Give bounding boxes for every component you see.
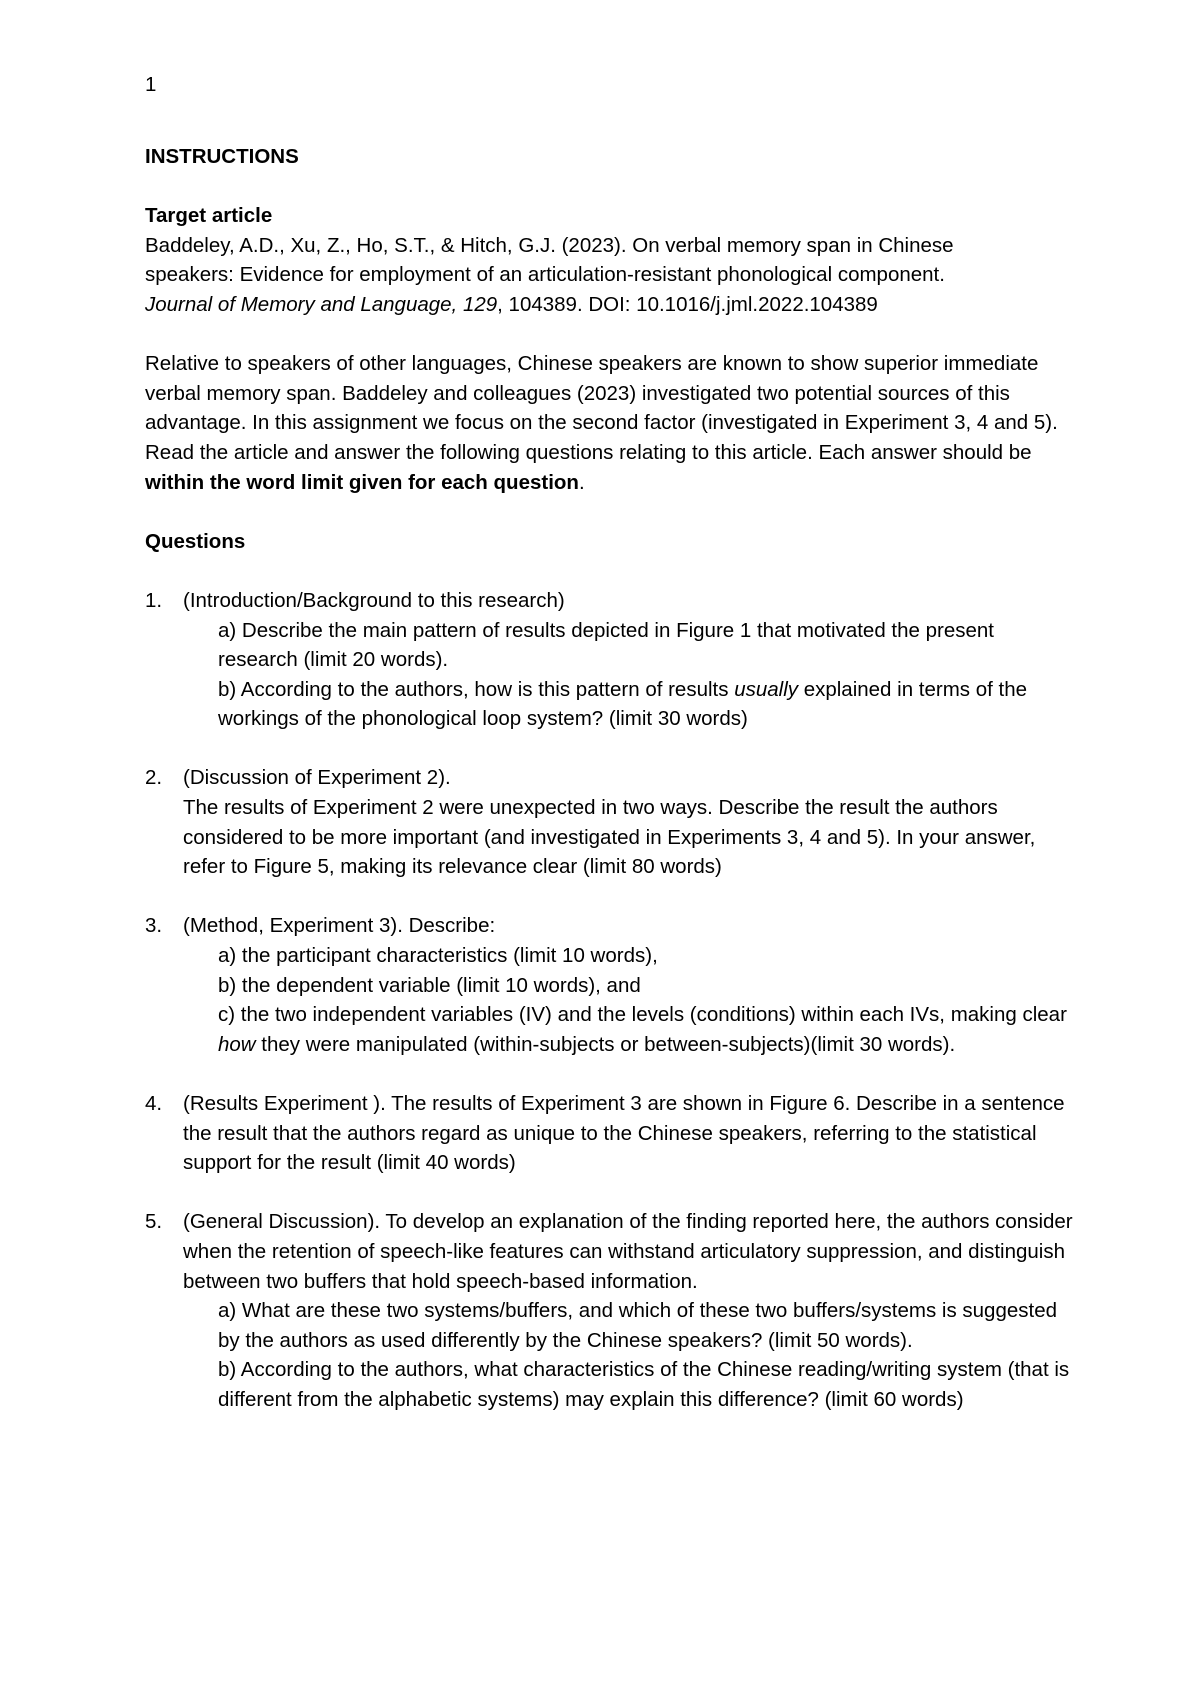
intro-text: Relative to speakers of other languages, Chinese speakers are known to show superior immediate verbal memory span. Baddeley and colleagues (2023) investigated two potential sources of this advantage. In this assignment we focus on the second factor (investigated in Experiment 3, 4 and 5). Read the article and answer the following questions relating to this article. Each answer should be xyxy=(145,352,1058,464)
document-page xyxy=(145,70,1075,1444)
question-number: 3. xyxy=(145,914,163,938)
question-part-c xyxy=(183,1000,1075,1059)
question-part-b: b) According to the authors, what characteristics of the Chinese reading/writing system (that is different from the alphabetic systems) may explain this difference? (limit 60 words) xyxy=(218,1358,1070,1411)
citation-tail: , 104389. DOI: 10.1016/j.jml.2022.104389 xyxy=(497,292,878,316)
intro-bold-text: within the word limit given for each question xyxy=(145,470,579,494)
part-b-text: b) According to the authors, how is this pattern of results xyxy=(218,677,735,701)
citation-line-1: Baddeley, A.D., Xu, Z., Ho, S.T., & Hitch, G.J. (2023). On verbal memory span in Chinese xyxy=(145,233,954,257)
intro-paragraph xyxy=(145,349,1075,497)
citation-line-2: speakers: Evidence for employment of an articulation-resistant phonological component. xyxy=(145,263,945,287)
questions-label: Questions xyxy=(145,529,246,553)
question-list xyxy=(145,586,1075,1415)
part-b-emphasis: usually xyxy=(734,677,798,701)
question-part-b xyxy=(183,675,1075,734)
question-2 xyxy=(145,763,1075,881)
journal-name: Journal of Memory and Language, 129 xyxy=(145,292,498,316)
question-number: 4. xyxy=(145,1092,163,1115)
question-3 xyxy=(145,911,1075,1059)
question-title: (Discussion of Experiment 2). xyxy=(183,766,451,790)
citation-line-3 xyxy=(145,290,1075,320)
target-article-section xyxy=(145,201,1075,319)
question-text: (General Discussion). To develop an explanation of the finding reported here, the authors consider when the retention of speech-like features can withstand articulatory suppression, and distinguish between two buffers that hold speech-based information. xyxy=(183,1210,1073,1293)
question-title: (Introduction/Background to this research) xyxy=(183,588,565,612)
question-part-a: a) the participant characteristics (limit 10 words), xyxy=(218,944,658,968)
part-c-text-end: they were manipulated (within-subjects or between-subjects)(limit 30 words). xyxy=(255,1032,956,1056)
page-heading: INSTRUCTIONS xyxy=(145,145,299,168)
question-number: 5. xyxy=(145,1210,163,1234)
question-part-a: a) Describe the main pattern of results depicted in Figure 1 that motivated the present research (limit 20 words). xyxy=(218,618,994,672)
question-title: (Method, Experiment 3). Describe: xyxy=(183,914,496,938)
intro-end: . xyxy=(578,470,585,494)
question-part-a: a) What are these two systems/buffers, and which of these two buffers/systems is suggested by the authors as used differently by the Chinese speakers? (limit 50 words). xyxy=(218,1299,1057,1352)
question-part-b: b) the dependent variable (limit 10 words), and xyxy=(218,973,641,997)
part-c-text: c) the two independent variables (IV) and the levels (conditions) within each IVs, making clear xyxy=(218,1003,1067,1027)
question-text: The results of Experiment 2 were unexpected in two ways. Describe the result the authors considered to be more important (and investigated in Experiments 3, 4 and 5). In your answer, refer to Figure 5, making its relevance clear (limit 80 words) xyxy=(183,796,1036,879)
part-c-emphasis: how xyxy=(218,1032,256,1056)
question-4 xyxy=(145,1089,1075,1178)
target-article-label: Target article xyxy=(145,204,273,228)
question-text: (Results Experiment ). The results of Experiment 3 are shown in Figure 6. Describe in a sentence the result that the authors regard as unique to the Chinese speakers, referring to the statistical support for the result (limit 40 words) xyxy=(183,1092,1065,1175)
question-number: 2. xyxy=(145,766,163,790)
part-b-text-end: explained in terms of the workings of the phonological loop system? (limit 30 words) xyxy=(218,677,1028,731)
page-number: 1 xyxy=(145,73,157,96)
question-number: 1. xyxy=(145,588,163,612)
question-5 xyxy=(145,1207,1075,1414)
question-1 xyxy=(145,586,1075,734)
